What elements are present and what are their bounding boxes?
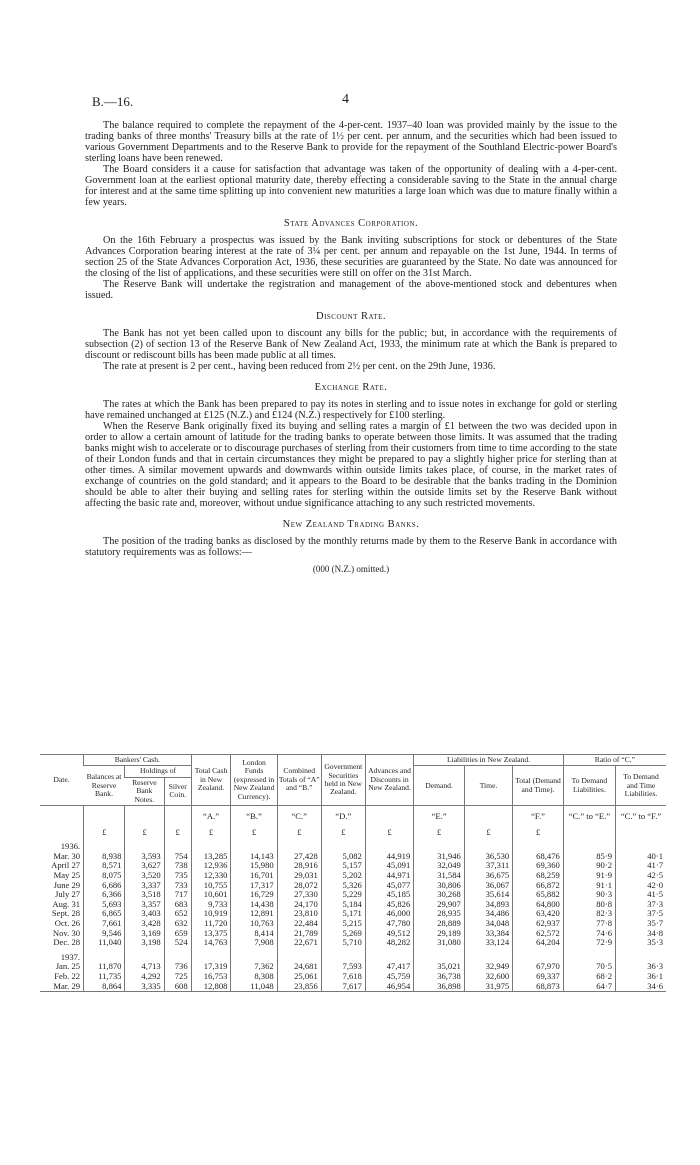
table-cell: April 27 [51, 860, 81, 871]
table-cell: £ [365, 822, 413, 838]
table-cell: 13,375 [191, 929, 231, 939]
table-cell: 5,693 [84, 900, 125, 910]
table-cell: 10,919 [191, 909, 231, 919]
paragraph: The rate at present is 2 per cent., having been reduced from 2½ per cent. on the 29th June, 1936. [103, 361, 496, 372]
table-cell: 11,870 [84, 962, 125, 972]
table-cell: 6,366 [84, 890, 125, 900]
col-total-cash: Total Cash in New Zealand. [191, 755, 231, 806]
table-cell: 49,512 [365, 929, 413, 939]
table-cell: 3,518 [125, 890, 164, 900]
currency-row [40, 822, 666, 838]
table-cell: 31,975 [464, 982, 512, 992]
col-advances: Advances and Discounts in New Zealand. [365, 755, 413, 806]
table-cell: 6,865 [84, 909, 125, 919]
table-cell [563, 822, 615, 838]
table-cell: 10,601 [191, 890, 231, 900]
trading-banks-table-wrap [40, 754, 666, 992]
table-cell: 632 [164, 919, 191, 929]
table-cell: 34,893 [464, 900, 512, 910]
table-cell: 68,259 [513, 871, 564, 881]
table-cell: “A.” [191, 806, 231, 822]
table-cell: 46,954 [365, 982, 413, 992]
table-cell: 28,072 [277, 881, 321, 891]
col-ratio-total: To Demand and Time Liabilities. [616, 766, 667, 806]
table-cell [365, 806, 413, 822]
paragraph: The Board considers it a cause for satisfaction that advantage was taken of the opportunity of dealing with a 4-per-cent. Government loan at the earliest optional maturity date, thereby effecting a considerable saving to the State in the annual charge for interest and at the same time splitting up into convenient new maturities a large loan which was due to mature finally within a few years. [85, 164, 617, 208]
table-cell: 63,420 [513, 909, 564, 919]
table-cell-empty [125, 948, 164, 963]
table-cell: 33,124 [464, 938, 512, 948]
group-liabilities: Liabilities in New Zealand. [414, 755, 564, 766]
table-cell: 27,330 [277, 890, 321, 900]
table-cell: 67,970 [513, 962, 564, 972]
table-cell: 15,980 [231, 861, 277, 871]
table-cell: Dec. 28 [53, 937, 81, 948]
table-cell: 47,780 [365, 919, 413, 929]
table-cell: 44,971 [365, 871, 413, 881]
table-body [40, 806, 666, 992]
table-cell [40, 806, 84, 822]
table-cell: 12,936 [191, 861, 231, 871]
table-cell: 30,806 [414, 881, 465, 891]
table-cell-empty [164, 837, 191, 852]
table-cell-empty [164, 948, 191, 963]
table-cell-empty [563, 948, 615, 963]
table-cell: 14,763 [191, 938, 231, 948]
table-cell: “B.” [231, 806, 277, 822]
table-cell: 68·2 [563, 972, 615, 982]
table-cell: 524 [164, 938, 191, 948]
table-cell: £ [164, 822, 191, 838]
table-cell: 7,908 [231, 938, 277, 948]
table-cell: 70·5 [563, 962, 615, 972]
section-heading-exchange-rate: Exchange Rate. [314, 382, 388, 393]
table-cell: 8,075 [84, 871, 125, 881]
table-cell-empty [563, 837, 615, 852]
table-cell: 14,143 [231, 852, 277, 862]
table-cell: 35·7 [616, 919, 667, 929]
table-cell [464, 806, 512, 822]
paragraph: When the Reserve Bank originally fixed its buying and selling rates a margin of £1 between the two was decided upon in order to allow a certain amount of latitude for the trading banks to operate between those limits. It was assumed that the trading banks might wish to accelerate or to discourage purchases of sterling from their customers from time to time according to the state of their London funds and that in certain circumstances they might be prepared to pay a slightly higher price for sterling than at other times. A similar movement upwards and downwards within outside limits takes place, of course, in the market rates of exchange of countries on the gold standard; and it appears to the Board to be desirable that the banks trading in the Dominion should be able to alter their buying and selling rates for sterling within the outside limits set by the Reserve Bank without affecting the basic rate and, moreover, without undue significance attaching to any such restricted movements. [85, 421, 617, 509]
table-cell: 62,572 [513, 929, 564, 939]
table-cell: 7,593 [321, 962, 365, 972]
table-cell-empty [616, 948, 667, 963]
table-cell: 77·8 [563, 919, 615, 929]
table-cell-empty [321, 948, 365, 963]
table-cell: 735 [164, 871, 191, 881]
table-cell: 9,546 [84, 929, 125, 939]
table-cell: June 29 [53, 879, 81, 890]
table-cell: 4,713 [125, 962, 164, 972]
table-cell: 32,949 [464, 962, 512, 972]
table-cell-empty [616, 837, 667, 852]
table-cell: 28,935 [414, 909, 465, 919]
column-letter-row [40, 806, 666, 822]
year-label: 1937. [60, 951, 81, 962]
group-ratio: Ratio of “C.” [563, 755, 666, 766]
table-cell: 64,800 [513, 900, 564, 910]
table-cell: 37,311 [464, 861, 512, 871]
table-cell: 27,428 [277, 852, 321, 862]
table-cell: 659 [164, 929, 191, 939]
table-cell: 37·5 [616, 909, 667, 919]
table-cell: “D.” [321, 806, 365, 822]
table-cell: 5,157 [321, 861, 365, 871]
table-cell: 91·9 [563, 871, 615, 881]
table-cell-empty [277, 837, 321, 852]
table-cell: 3,627 [125, 861, 164, 871]
table-cell: 7,618 [321, 972, 365, 982]
table-cell: 47,417 [365, 962, 413, 972]
section-heading-discount-rate: Discount Rate. [315, 311, 386, 322]
table-cell-empty [365, 948, 413, 963]
page-reference: B.—16. [92, 94, 134, 109]
table-cell: £ [321, 822, 365, 838]
table-cell: £ [231, 822, 277, 838]
table-cell: 16,701 [231, 871, 277, 881]
table-cell: 17,319 [191, 962, 231, 972]
table-cell: “E.” [414, 806, 465, 822]
table-cell: 5,326 [321, 881, 365, 891]
table-cell: 85·9 [563, 852, 615, 862]
table-cell: 36,530 [464, 852, 512, 862]
table-cell: 29,907 [414, 900, 465, 910]
table-cell: 36·1 [616, 972, 667, 982]
table-cell: 8,308 [231, 972, 277, 982]
year-label: 1936. [60, 841, 81, 852]
table-cell: 36,067 [464, 881, 512, 891]
table-cell: 738 [164, 861, 191, 871]
table-cell: 10,763 [231, 919, 277, 929]
section-heading-state-advances: State Advances Corporation. [283, 218, 419, 229]
table-cell: 24,170 [277, 900, 321, 910]
table-cell-empty [365, 837, 413, 852]
table-cell: 11,040 [84, 938, 125, 948]
table-cell: 42·5 [616, 871, 667, 881]
year-row-1936 [40, 837, 666, 852]
table-cell: 3,169 [125, 929, 164, 939]
table-cell: 12,330 [191, 871, 231, 881]
table-cell-empty [84, 948, 125, 963]
table-cell [164, 806, 191, 822]
table-cell: 35·3 [616, 938, 667, 948]
table-cell: 30,268 [414, 890, 465, 900]
table-cell: 7,617 [321, 982, 365, 992]
table-cell: 5,269 [321, 929, 365, 939]
table-cell: 5,202 [321, 871, 365, 881]
table-cell: 10,755 [191, 881, 231, 891]
table-cell [616, 822, 667, 838]
table-cell-empty [231, 948, 277, 963]
table-cell: 72·9 [563, 938, 615, 948]
table-cell: 21,789 [277, 929, 321, 939]
table-cell: 34·6 [616, 982, 667, 992]
table-cell: 8,864 [84, 982, 125, 992]
table-cell: 91·1 [563, 881, 615, 891]
table-cell-empty [464, 948, 512, 963]
paragraph: The rates at which the Bank has been prepared to pay its notes in sterling and to issue notes in exchange for gold or sterling have remained unchanged at £125 (N.Z.) and £124 (N.Z.) respectively for £100 sterling. [85, 399, 617, 421]
table-cell: 733 [164, 881, 191, 891]
table-cell: Feb. 22 [54, 970, 81, 981]
table-cell: 90·3 [563, 890, 615, 900]
table-cell: 7,661 [84, 919, 125, 929]
col-date: Date. [40, 755, 84, 806]
table-cell: 34·8 [616, 929, 667, 939]
table-cell: £ [464, 822, 512, 838]
omitted-note: (000 (N.Z.) omitted.) [312, 564, 390, 574]
table-cell: 45,077 [365, 881, 413, 891]
table-cell: 74·6 [563, 929, 615, 939]
table-cell: 3,428 [125, 919, 164, 929]
table-cell: 5,184 [321, 900, 365, 910]
table-cell: 31,080 [414, 938, 465, 948]
table-cell: 69,337 [513, 972, 564, 982]
paragraph: On the 16th February a prospectus was issued by the Bank inviting subscriptions for stock or debentures of the State Advances Corporation bearing interest at the rate of 3¼ per cent. per annum and repayable on the 1st June, 1944. In terms of section 25 of the State Advances Corporation Act, 1936, these securities are guaranteed by the State. No date was announced for the closing of the list of applications, and these securities were still on offer on the 31st March. [85, 235, 617, 279]
table-cell: “C.” to “E.” [563, 806, 615, 822]
table-cell: 69,360 [513, 861, 564, 871]
table-cell: 3,357 [125, 900, 164, 910]
table-cell: 37·3 [616, 900, 667, 910]
table-cell: 6,686 [84, 881, 125, 891]
table-cell: 46,000 [365, 909, 413, 919]
table-cell: 40·1 [616, 852, 667, 862]
table-cell: 28,916 [277, 861, 321, 871]
table-cell: 45,759 [365, 972, 413, 982]
col-demand: Demand. [414, 766, 465, 806]
group-bankers-cash: Bankers' Cash. [84, 755, 192, 766]
table-cell: 736 [164, 962, 191, 972]
table-cell: 5,171 [321, 909, 365, 919]
table-cell: 44,919 [365, 852, 413, 862]
table-cell: 68,476 [513, 852, 564, 862]
table-cell: 12,808 [191, 982, 231, 992]
table-cell: 29,189 [414, 929, 465, 939]
table-cell: £ [191, 822, 231, 838]
table-cell [40, 822, 84, 838]
table-cell: “C.” [277, 806, 321, 822]
table-cell: 32,049 [414, 861, 465, 871]
table-cell: 64·7 [563, 982, 615, 992]
col-reserve-notes: Reserve Bank Notes. [125, 777, 164, 805]
table-cell: 66,872 [513, 881, 564, 891]
table-cell: 82·3 [563, 909, 615, 919]
table-cell-empty [277, 948, 321, 963]
table-cell [84, 806, 125, 822]
table-cell: 5,229 [321, 890, 365, 900]
trading-banks-table [40, 754, 666, 992]
paragraph: The Bank has not yet been called upon to discount any bills for the public; but, in accordance with the requirements of subsection (2) of section 13 of the Reserve Bank of New Zealand Act, 1933, the minimum rate at which the Bank is prepared to discount or rediscount bills has been made public at all times. [85, 328, 617, 361]
group-holdings: Holdings of [125, 766, 191, 777]
table-cell-empty [321, 837, 365, 852]
table-cell: 29,031 [277, 871, 321, 881]
paragraph: The balance required to complete the repayment of the 4-per-cent. 1937–40 loan was provided mainly by the issue to the trading banks of three months' Treasury bills at the rate of 1½ per cent. per annum, and the securities which had been issued to various Government Departments and to the Reserve Bank to provide for the repayment of the Southland Electric-power Board's sterling loans have been renewed. [85, 120, 617, 164]
col-time: Time. [464, 766, 512, 806]
table-cell-empty [513, 837, 564, 852]
page-number: 4 [342, 92, 349, 107]
table-cell: 45,091 [365, 861, 413, 871]
table-cell: 22,671 [277, 938, 321, 948]
table-cell: 7,362 [231, 962, 277, 972]
table-cell: 11,048 [231, 982, 277, 992]
table-cell: 725 [164, 972, 191, 982]
col-ratio-demand: To Demand Liabilities. [563, 766, 615, 806]
table-cell: 3,520 [125, 871, 164, 881]
table-cell: 717 [164, 890, 191, 900]
table-cell: 652 [164, 909, 191, 919]
table-cell-empty [231, 837, 277, 852]
table-cell: 23,810 [277, 909, 321, 919]
table-cell: 36·3 [616, 962, 667, 972]
table-cell: 31,946 [414, 852, 465, 862]
table-cell: 31,584 [414, 871, 465, 881]
table-cell: 8,414 [231, 929, 277, 939]
table-cell: 25,061 [277, 972, 321, 982]
table-cell: 13,285 [191, 852, 231, 862]
table-cell: July 27 [54, 889, 81, 900]
col-balances: Balances at Reserve Bank. [84, 766, 125, 806]
table-cell-empty [84, 837, 125, 852]
table-cell-empty [191, 948, 231, 963]
table-cell: 42·0 [616, 881, 667, 891]
paragraph: The Reserve Bank will undertake the registration and management of the above-mentioned stock and debentures when issued. [85, 279, 617, 301]
table-cell: 9,733 [191, 900, 231, 910]
table-cell: 41·5 [616, 890, 667, 900]
table-cell: 22,484 [277, 919, 321, 929]
table-cell: 48,282 [365, 938, 413, 948]
table-cell: 17,317 [231, 881, 277, 891]
table-cell: 4,292 [125, 972, 164, 982]
table-cell: 3,593 [125, 852, 164, 862]
table-cell: 41·7 [616, 861, 667, 871]
table-cell: 14,438 [231, 900, 277, 910]
table-cell: 754 [164, 852, 191, 862]
table-cell: 28,889 [414, 919, 465, 929]
table-cell: 5,215 [321, 919, 365, 929]
table-cell: 33,384 [464, 929, 512, 939]
table-cell: 11,720 [191, 919, 231, 929]
section-heading-trading-banks: New Zealand Trading Banks. [282, 519, 420, 530]
table-cell: 64,204 [513, 938, 564, 948]
paragraph: The position of the trading banks as disclosed by the monthly returns made by them to the Reserve Bank in accordance with statutory requirements was as follows:— [85, 536, 617, 558]
table-cell: 3,335 [125, 982, 164, 992]
table-cell: 90·2 [563, 861, 615, 871]
table-cell: 24,681 [277, 962, 321, 972]
table-cell: 11,735 [84, 972, 125, 982]
table-cell: 45,185 [365, 890, 413, 900]
table-cell: 36,898 [414, 982, 465, 992]
table-cell: “C.” to “F.” [616, 806, 667, 822]
table-cell: 80·8 [563, 900, 615, 910]
table-cell: “F.” [513, 806, 564, 822]
table-cell-empty [464, 837, 512, 852]
table-cell: Jan. 25 [55, 961, 81, 972]
table-row [40, 938, 666, 948]
body-text [85, 120, 617, 579]
table-cell: £ [277, 822, 321, 838]
table-cell: 32,600 [464, 972, 512, 982]
table-cell: 35,021 [414, 962, 465, 972]
table-cell: 5,710 [321, 938, 365, 948]
table-cell: 65,882 [513, 890, 564, 900]
table-cell: May 25 [53, 870, 81, 880]
col-govt-securities: Government Securities held in New Zealand. [321, 755, 365, 806]
col-total-liabilities: Total (Demand and Time). [513, 766, 564, 806]
table-cell: Oct. 26 [54, 917, 81, 928]
table-cell: 5,082 [321, 852, 365, 862]
table-cell: 3,198 [125, 938, 164, 948]
table-cell-empty [125, 837, 164, 852]
table-cell: 34,048 [464, 919, 512, 929]
table-cell: Mar. 30 [53, 850, 81, 861]
col-london-funds: London Funds (expressed in New Zealand Currency). [231, 755, 277, 806]
table-cell: 36,675 [464, 871, 512, 881]
table-cell: 8,938 [84, 852, 125, 862]
table-cell: 62,937 [513, 919, 564, 929]
table-cell: Mar. 29 [53, 980, 81, 991]
table-cell: £ [125, 822, 164, 838]
table-cell: 36,738 [414, 972, 465, 982]
table-cell: Aug. 31 [52, 898, 81, 909]
table-cell: 68,873 [513, 982, 564, 992]
col-silver-coin: Silver Coin. [164, 777, 191, 805]
table-cell [125, 806, 164, 822]
table-cell: £ [513, 822, 564, 838]
col-combined: Combined Totals of “A” and “B.” [277, 755, 321, 806]
table-cell: 683 [164, 900, 191, 910]
table-cell: Nov. 30 [52, 927, 81, 938]
table-cell: £ [84, 822, 125, 838]
table-cell: 8,571 [84, 861, 125, 871]
table-cell: 3,337 [125, 881, 164, 891]
table-cell: 45,826 [365, 900, 413, 910]
table-cell: 16,729 [231, 890, 277, 900]
table-cell: 35,614 [464, 890, 512, 900]
table-cell-empty [414, 837, 465, 852]
table-cell: 23,856 [277, 982, 321, 992]
table-cell: 3,403 [125, 909, 164, 919]
table-cell: 12,891 [231, 909, 277, 919]
year-row-1937 [40, 948, 666, 963]
table-cell-empty [513, 948, 564, 963]
table-cell: 608 [164, 982, 191, 992]
table-row [40, 982, 666, 992]
table-cell: £ [414, 822, 465, 838]
table-cell: 16,753 [191, 972, 231, 982]
table-cell-empty [191, 837, 231, 852]
table-cell-empty [414, 948, 465, 963]
table-cell: 34,486 [464, 909, 512, 919]
table-cell: Sept. 28 [51, 908, 81, 919]
